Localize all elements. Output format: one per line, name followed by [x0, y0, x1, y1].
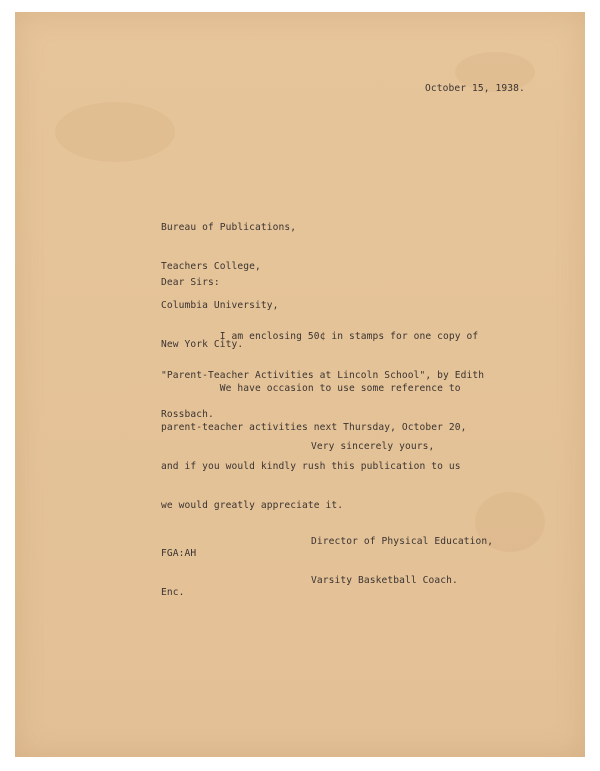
paragraph-line: and if you would kindly rush this publication to us: [161, 461, 461, 472]
addressee-line: New York City.: [161, 339, 244, 350]
letter-date: October 15, 1938.: [425, 83, 525, 94]
paragraph-line: Rossbach.: [161, 409, 214, 420]
paper-stain: [55, 102, 175, 162]
paragraph-line: "Parent-Teacher Activities at Lincoln School", by Edith: [161, 370, 485, 381]
salutation: Dear Sirs:: [161, 277, 220, 288]
addressee-line: Teachers College,: [161, 261, 261, 272]
paragraph-line: I am enclosing 50¢ in stamps for one copy of: [161, 331, 479, 342]
addressee-line: Bureau of Publications,: [161, 222, 297, 233]
signature-block: [311, 509, 493, 613]
paragraph-line: parent-teacher activities next Thursday, October 20,: [161, 422, 467, 433]
reference-initials: [161, 521, 196, 625]
letter-page: [15, 12, 585, 757]
signature-line: Director of Physical Education,: [311, 536, 494, 547]
paragraph-line: we would greatly appreciate it.: [161, 500, 344, 511]
reference-line: FGA:AH: [161, 548, 197, 559]
addressee-line: Columbia University,: [161, 300, 279, 311]
complimentary-closing: Very sincerely yours,: [311, 441, 435, 452]
signature-line: Varsity Basketball Coach.: [311, 575, 458, 586]
enclosure-line: Enc.: [161, 587, 185, 598]
paragraph-line: We have occasion to use some reference to: [161, 383, 461, 394]
